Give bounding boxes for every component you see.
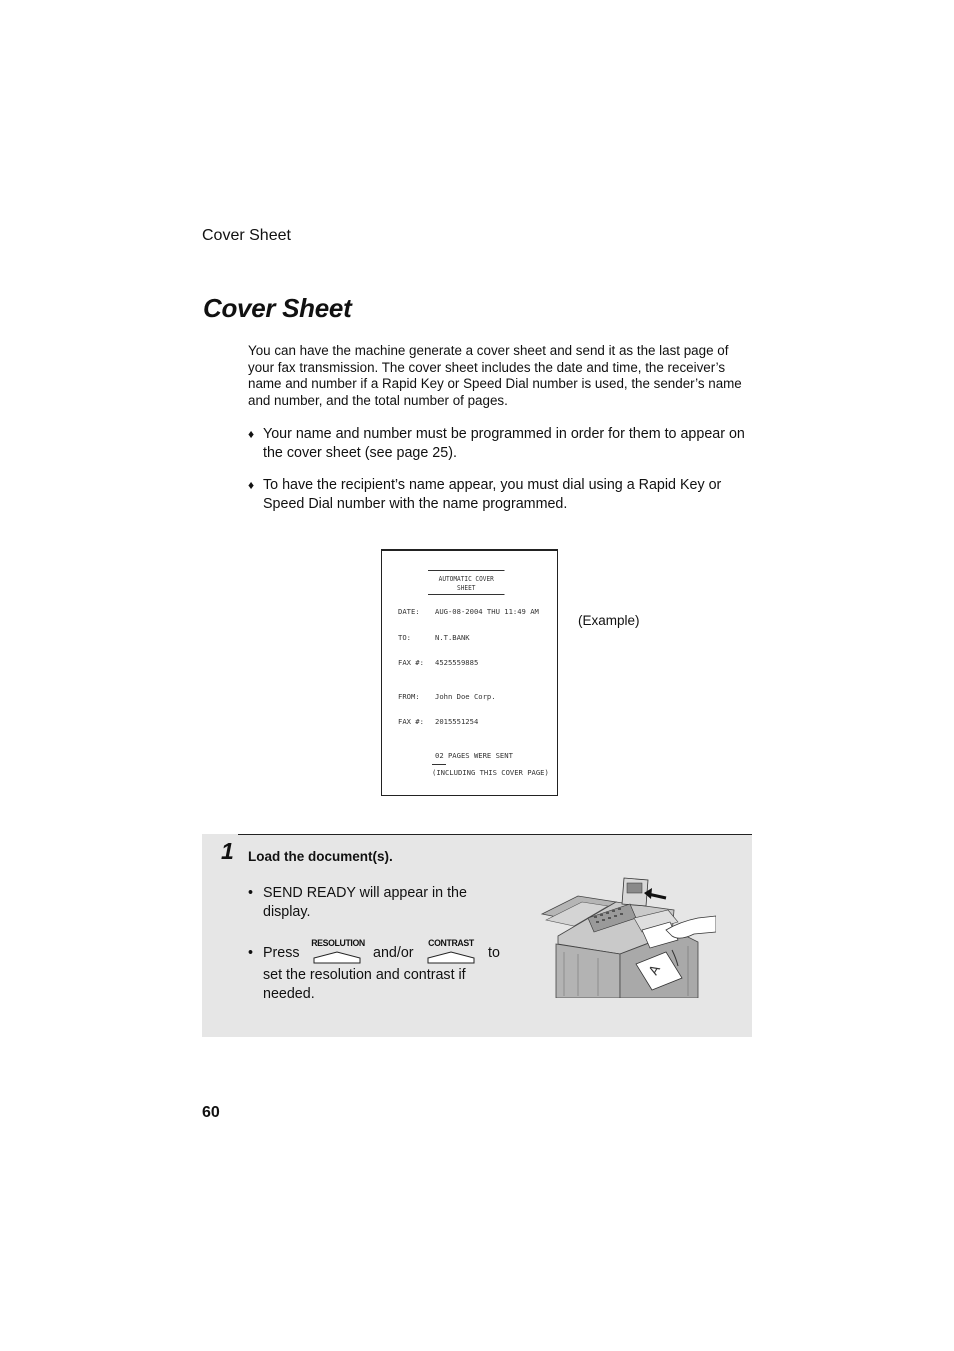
bullet-item [248,425,748,463]
sample-row [398,633,470,642]
to-word: to [488,945,500,961]
sample-pages-sent: 02 PAGES WERE SENT [435,751,513,760]
contrast-key-label: CONTRAST [428,938,474,949]
sample-title: AUTOMATIC COVER SHEET [428,570,505,595]
diamond-bullet-icon: ♦ [248,478,255,492]
and-or-word: and/or [373,945,414,961]
sample-value: N.T.BANK [435,633,470,642]
key-icon [313,951,361,964]
sample-label: DATE: [398,607,420,616]
example-caption: (Example) [578,613,640,628]
sample-label: TO: [398,633,411,642]
bullet-text: Your name and number must be programmed in order for them to appear on the cover sheet (see page 25). [263,426,745,461]
sample-value: AUG-08-2004 THU 11:49 AM [435,607,539,616]
sample-row [398,717,478,726]
page-title: Cover Sheet [203,293,352,323]
sample-value: 4525559885 [435,658,479,667]
sample-row [398,607,539,616]
svg-text:A: A [646,962,664,978]
step-number: 1 [221,838,234,864]
resolution-key-label: RESOLUTION [311,938,365,949]
bullet-dot-icon: • [248,945,254,961]
sample-including: (INCLUDING THIS COVER PAGE) [432,768,549,777]
bullet-item [248,476,748,514]
sample-label: FAX #: [398,717,424,726]
fax-machine-illustration [538,874,716,998]
running-head: Cover Sheet [202,227,291,244]
bullet-text: To have the recipient’s name appear, you must dial using a Rapid Key or Speed Dial number with the name programmed. [263,477,722,512]
bullet-dot-icon: • [248,885,254,901]
step-bullet [248,884,488,922]
page-number: 60 [202,1104,220,1121]
intro-paragraph: You can have the machine generate a cover sheet and send it as the last page of your fax transmission. The cover sheet includes the date and time, the receiver’s name and number if a Rapid Key or Speed Dial number is used, the sender’s name and number, and the total number of pages. [248,343,742,409]
sample-row [398,692,496,701]
sample-cover-sheet [381,549,558,796]
step-bullet-text: SEND READY will appear in the display. [263,885,467,920]
diamond-bullet-icon: ♦ [248,427,255,441]
press-word: Press [263,945,300,961]
key-icon [427,951,475,964]
sample-label: FROM: [398,692,420,701]
sample-underline [432,764,446,765]
step-title: Load the document(s). [248,849,393,864]
contrast-key [423,939,479,964]
sample-row [398,658,478,667]
step-bullet-text: set the resolution and contrast if needed. [263,967,466,1002]
sample-label: FAX #: [398,658,424,667]
sample-value: 2015551254 [435,717,479,726]
panel-divider [238,834,752,835]
resolution-key [309,939,365,964]
sample-value: John Doe Corp. [435,692,496,701]
